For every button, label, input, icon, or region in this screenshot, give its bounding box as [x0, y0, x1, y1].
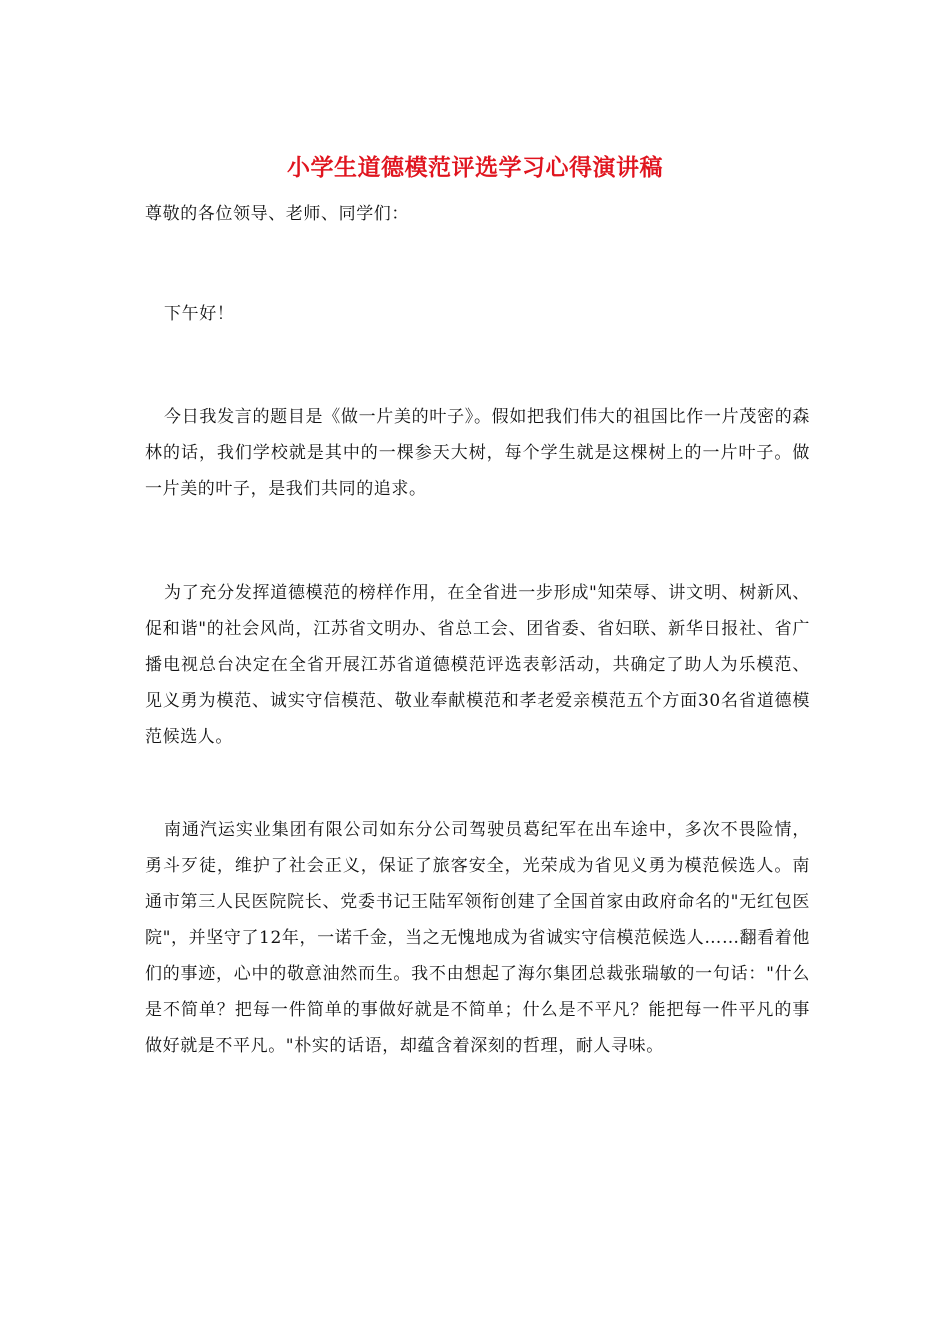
greeting: 下午好！: [164, 304, 235, 324]
paragraph-moral-models: 为了充分发挥道德模范的榜样作用，在全省进一步形成"知荣辱、讲文明、树新风、促和谐"的社会风尚，江苏省文明办、省总工会、团省委、省妇联、新华日报社、省广播电视总台决定在全省开展江苏省道德模范评选表彰活动，共确定了助人为乐模范、见义勇为模范、诚实守信模范、敬业奉献模范和孝老爱亲模范五个方面30名省道德模范候选人。: [145, 583, 810, 747]
document-title: 小学生道德模范评选学习心得演讲稿: [287, 154, 663, 181]
paragraph-topic: 今日我发言的题目是《做一片美的叶子》。假如把我们伟大的祖国比作一片茂密的森林的话，我们学校就是其中的一棵参天大树，每个学生就是这棵树上的一片叶子。做一片美的叶子，是我们共同的追求。: [145, 407, 810, 499]
salutation: 尊敬的各位领导、老师、同学们：: [145, 204, 409, 224]
paragraph-examples: 南通汽运实业集团有限公司如东分公司驾驶员葛纪军在出车途中，多次不畏险情，勇斗歹徒，维护了社会正义，保证了旅客安全，光荣成为省见义勇为模范候选人。南通市第三人民医院院长、党委书记王陆军领衔创建了全国首家由政府命名的"无红包医院"，并坚守了12年，一诺千金，当之无愧地成为省诚实守信模范候选人……翻看着他们的事迹，心中的敬意油然而生。我不由想起了海尔集团总裁张瑞敏的一句话："什么是不简单？把每一件简单的事做好就是不简单；什么是不平凡？能把每一件平凡的事做好就是不平凡。"朴实的话语，却蕴含着深刻的哲理，耐人寻味。: [145, 820, 810, 1056]
